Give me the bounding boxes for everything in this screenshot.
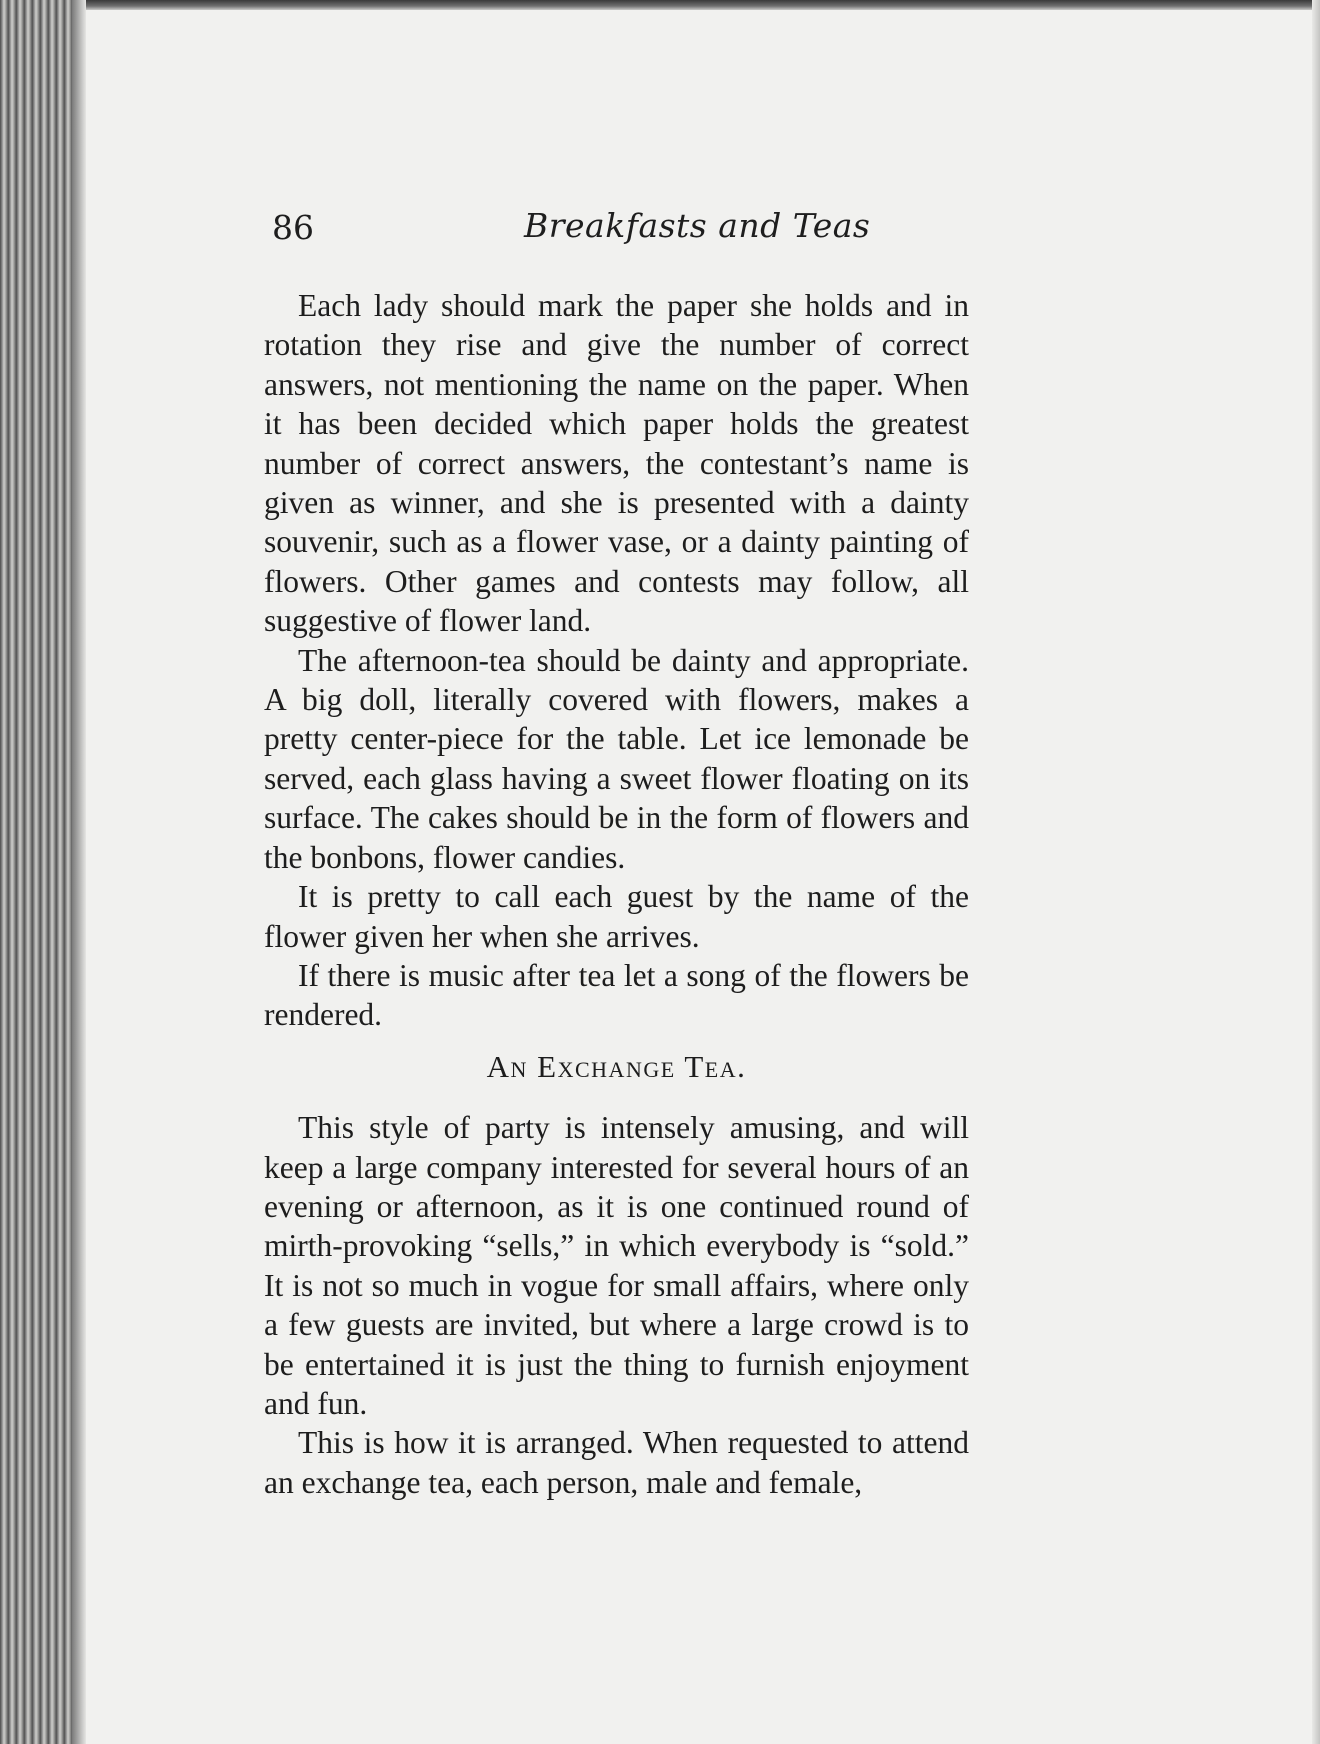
page: [86, 10, 1312, 1744]
page-number: 86: [272, 208, 314, 247]
book-page-edges: [0, 0, 86, 1744]
section-heading: An Exchange Tea.: [486, 1048, 747, 1084]
paragraph: This is how it is arranged. When requested to attend an exchange tea, each person, male and female,: [264, 1425, 969, 1500]
page-header: [272, 198, 970, 248]
paragraph: Each lady should mark the paper she holds and in rotation they rise and give the number of correct answers, not mentioning the name on the paper. When it has been decided which paper holds the greatest number of correct answers, the contestant’s name is given as winner, and she is presented with a dainty souvenir, such as a flower vase, or a dainty painting of flowers. Other games and contests may follow, all suggestive of flower land.: [264, 288, 969, 639]
running-title: Breakfasts and Teas: [524, 206, 871, 245]
body-text: [264, 286, 969, 1502]
scan-right-edge: [1312, 0, 1320, 1744]
paragraph: It is pretty to call each guest by the name of the flower given her when she arrives.: [264, 879, 969, 954]
paragraph: This style of party is intensely amusing, and will keep a large company interested for several hours of an evening or afternoon, as it is one continued round of mirth-provoking “sells,” in which everybody is “sold.” It is not so much in vogue for small affairs, where only a few guests are invited, but where a large crowd is to be entertained it is just the thing to furnish enjoyment and fun.: [264, 1110, 969, 1421]
scan-top-edge: [0, 0, 1320, 10]
paragraph: The afternoon-tea should be dainty and appropriate. A big doll, literally covered with flowers, makes a pretty center-piece for the table. Let ice lemonade be served, each glass having a sweet flower floating on its surface. The cakes should be in the form of flowers and the bonbons, flower candies.: [264, 642, 969, 875]
paragraph: If there is music after tea let a song of the flowers be rendered.: [264, 957, 969, 1033]
